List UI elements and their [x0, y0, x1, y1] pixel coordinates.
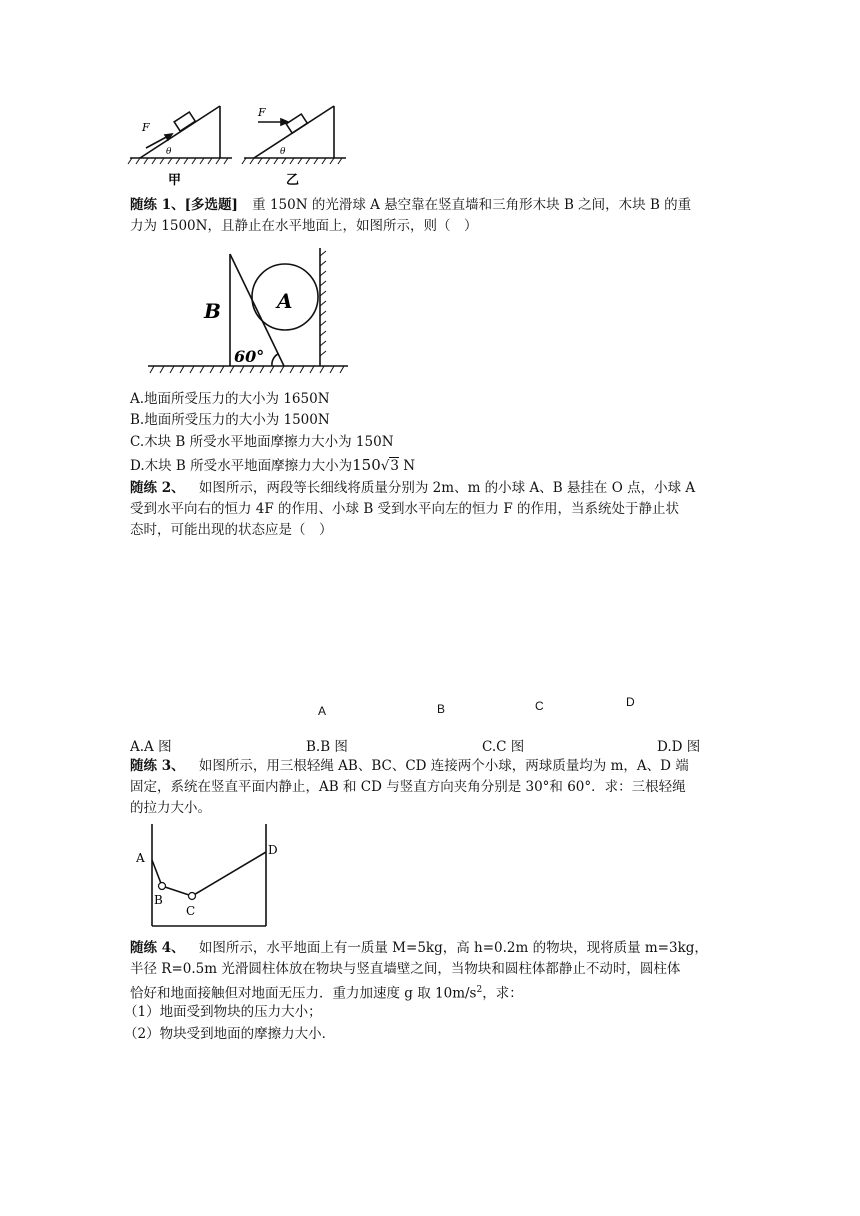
force-label-right: F [258, 106, 266, 119]
q2-fig-label-c: C [535, 699, 544, 713]
q3-fig-label-c: C [186, 904, 196, 918]
label-yi: 乙 [286, 173, 300, 188]
q1-option-b: B.地面所受压力的大小为 1500N [130, 412, 330, 428]
q3-text-line1: 如图所示，用三根轻绳 AB、BC、CD 连接两个小球，两球质量均为 m，A、D 端 [198, 758, 689, 774]
q4-text-line3a: 恰好和地面接触但对地面无压力．重力加速度 g 取 10m/s [130, 985, 477, 1002]
q1-option-c: C.木块 B 所受水平地面摩擦力大小为 150N [130, 434, 394, 450]
q2-fig-label-d: D [626, 695, 635, 709]
q1-option-d-unit: N [403, 458, 416, 474]
angle-label-right: θ [280, 147, 286, 157]
q2-choice-a: A.A 图 [130, 739, 172, 755]
q3-figure [132, 822, 278, 930]
force-label-left: F [142, 121, 150, 134]
q1-text-line1: 重 150N 的光滑球 A 悬空靠在竖直墙和三角形木块 B 之间，木块 B 的重 [252, 197, 692, 213]
q3-ball-c [189, 893, 196, 900]
q1-fig-label-a: A [277, 289, 293, 313]
q1-stem [130, 195, 740, 237]
q1-option-d-root: 3 [390, 458, 399, 474]
incline-figure [128, 100, 350, 192]
angle-label-left: θ [166, 147, 172, 157]
q2-fig-label-b: B [437, 702, 446, 716]
q2-choice-d: D.D 图 [657, 739, 701, 755]
q3-ball-b [159, 883, 166, 890]
q1-option-a: A.地面所受压力的大小为 1650N [130, 391, 330, 407]
q4-text-line1: 如图所示，水平地面上有一质量 M=5kg，高 h=0.2m 的物块，现将质量 m=3kg， [198, 940, 708, 956]
q4-text-line3-sup: 2 [476, 985, 483, 995]
q1-fig-angle: 60° [234, 347, 265, 366]
q4-sub1: （1）地面受到物块的压力大小； [124, 1004, 322, 1020]
q2-stem [130, 478, 740, 541]
q2-text-line2: 受到水平向右的恒力 4F 的作用、小球 B 受到水平向左的恒力 F 的作用，当系统处于静止状 [130, 501, 679, 517]
q1-option-d-prefix: D.木块 B 所受水平地面摩擦力大小为 [130, 458, 353, 474]
q3-fig-label-b: B [154, 893, 163, 907]
incline-left [128, 106, 232, 164]
q1-figure [148, 242, 358, 384]
q1-number: 随练 1、 [130, 197, 185, 213]
q2-choice-b: B.B 图 [306, 739, 348, 755]
q3-number: 随练 3、 [130, 758, 185, 774]
q1-tag: [多选题] [184, 197, 238, 213]
q4-stem [130, 938, 740, 1005]
q4-sub2: （2）物块受到地面的摩擦力大小． [124, 1026, 336, 1042]
q1-option-d [130, 455, 415, 476]
q4-text-line3b: ，求： [482, 985, 523, 1002]
q3-fig-label-d: D [268, 843, 278, 857]
q3-text-line2: 固定，系统在竖直平面内静止，AB 和 CD 与竖直方向夹角分别是 30°和 60°．求：三根轻绳 [130, 779, 686, 795]
q2-number: 随练 2、 [130, 480, 185, 496]
q1-option-d-num: 150 [352, 456, 381, 474]
q1-option-d-sqrt: √3 [380, 458, 399, 474]
q4-text-line2: 半径 R=0.5m 光滑圆柱体放在物块与竖直墙壁之间，当物块和圆柱体都静止不动时，圆柱体 [130, 961, 681, 977]
q3-fig-label-a: A [136, 851, 145, 865]
q1-fig-label-b: B [204, 299, 221, 323]
q3-text-line3: 的拉力大小。 [130, 800, 211, 816]
label-jia: 甲 [168, 173, 182, 188]
q3-stem [130, 756, 740, 819]
q4-number: 随练 4、 [130, 940, 185, 956]
q2-fig-label-a: A [318, 704, 327, 718]
q2-text-line1: 如图所示，两段等长细线将质量分别为 2m、m 的小球 A、B 悬挂在 O 点，小球 A [198, 480, 696, 496]
q2-text-line3: 态时，可能出现的状态应是（ ） [130, 522, 333, 538]
q2-choice-c: C.C 图 [482, 739, 525, 755]
q1-text-line2: 力为 1500N，且静止在水平地面上，如图所示，则（ ） [130, 218, 478, 234]
